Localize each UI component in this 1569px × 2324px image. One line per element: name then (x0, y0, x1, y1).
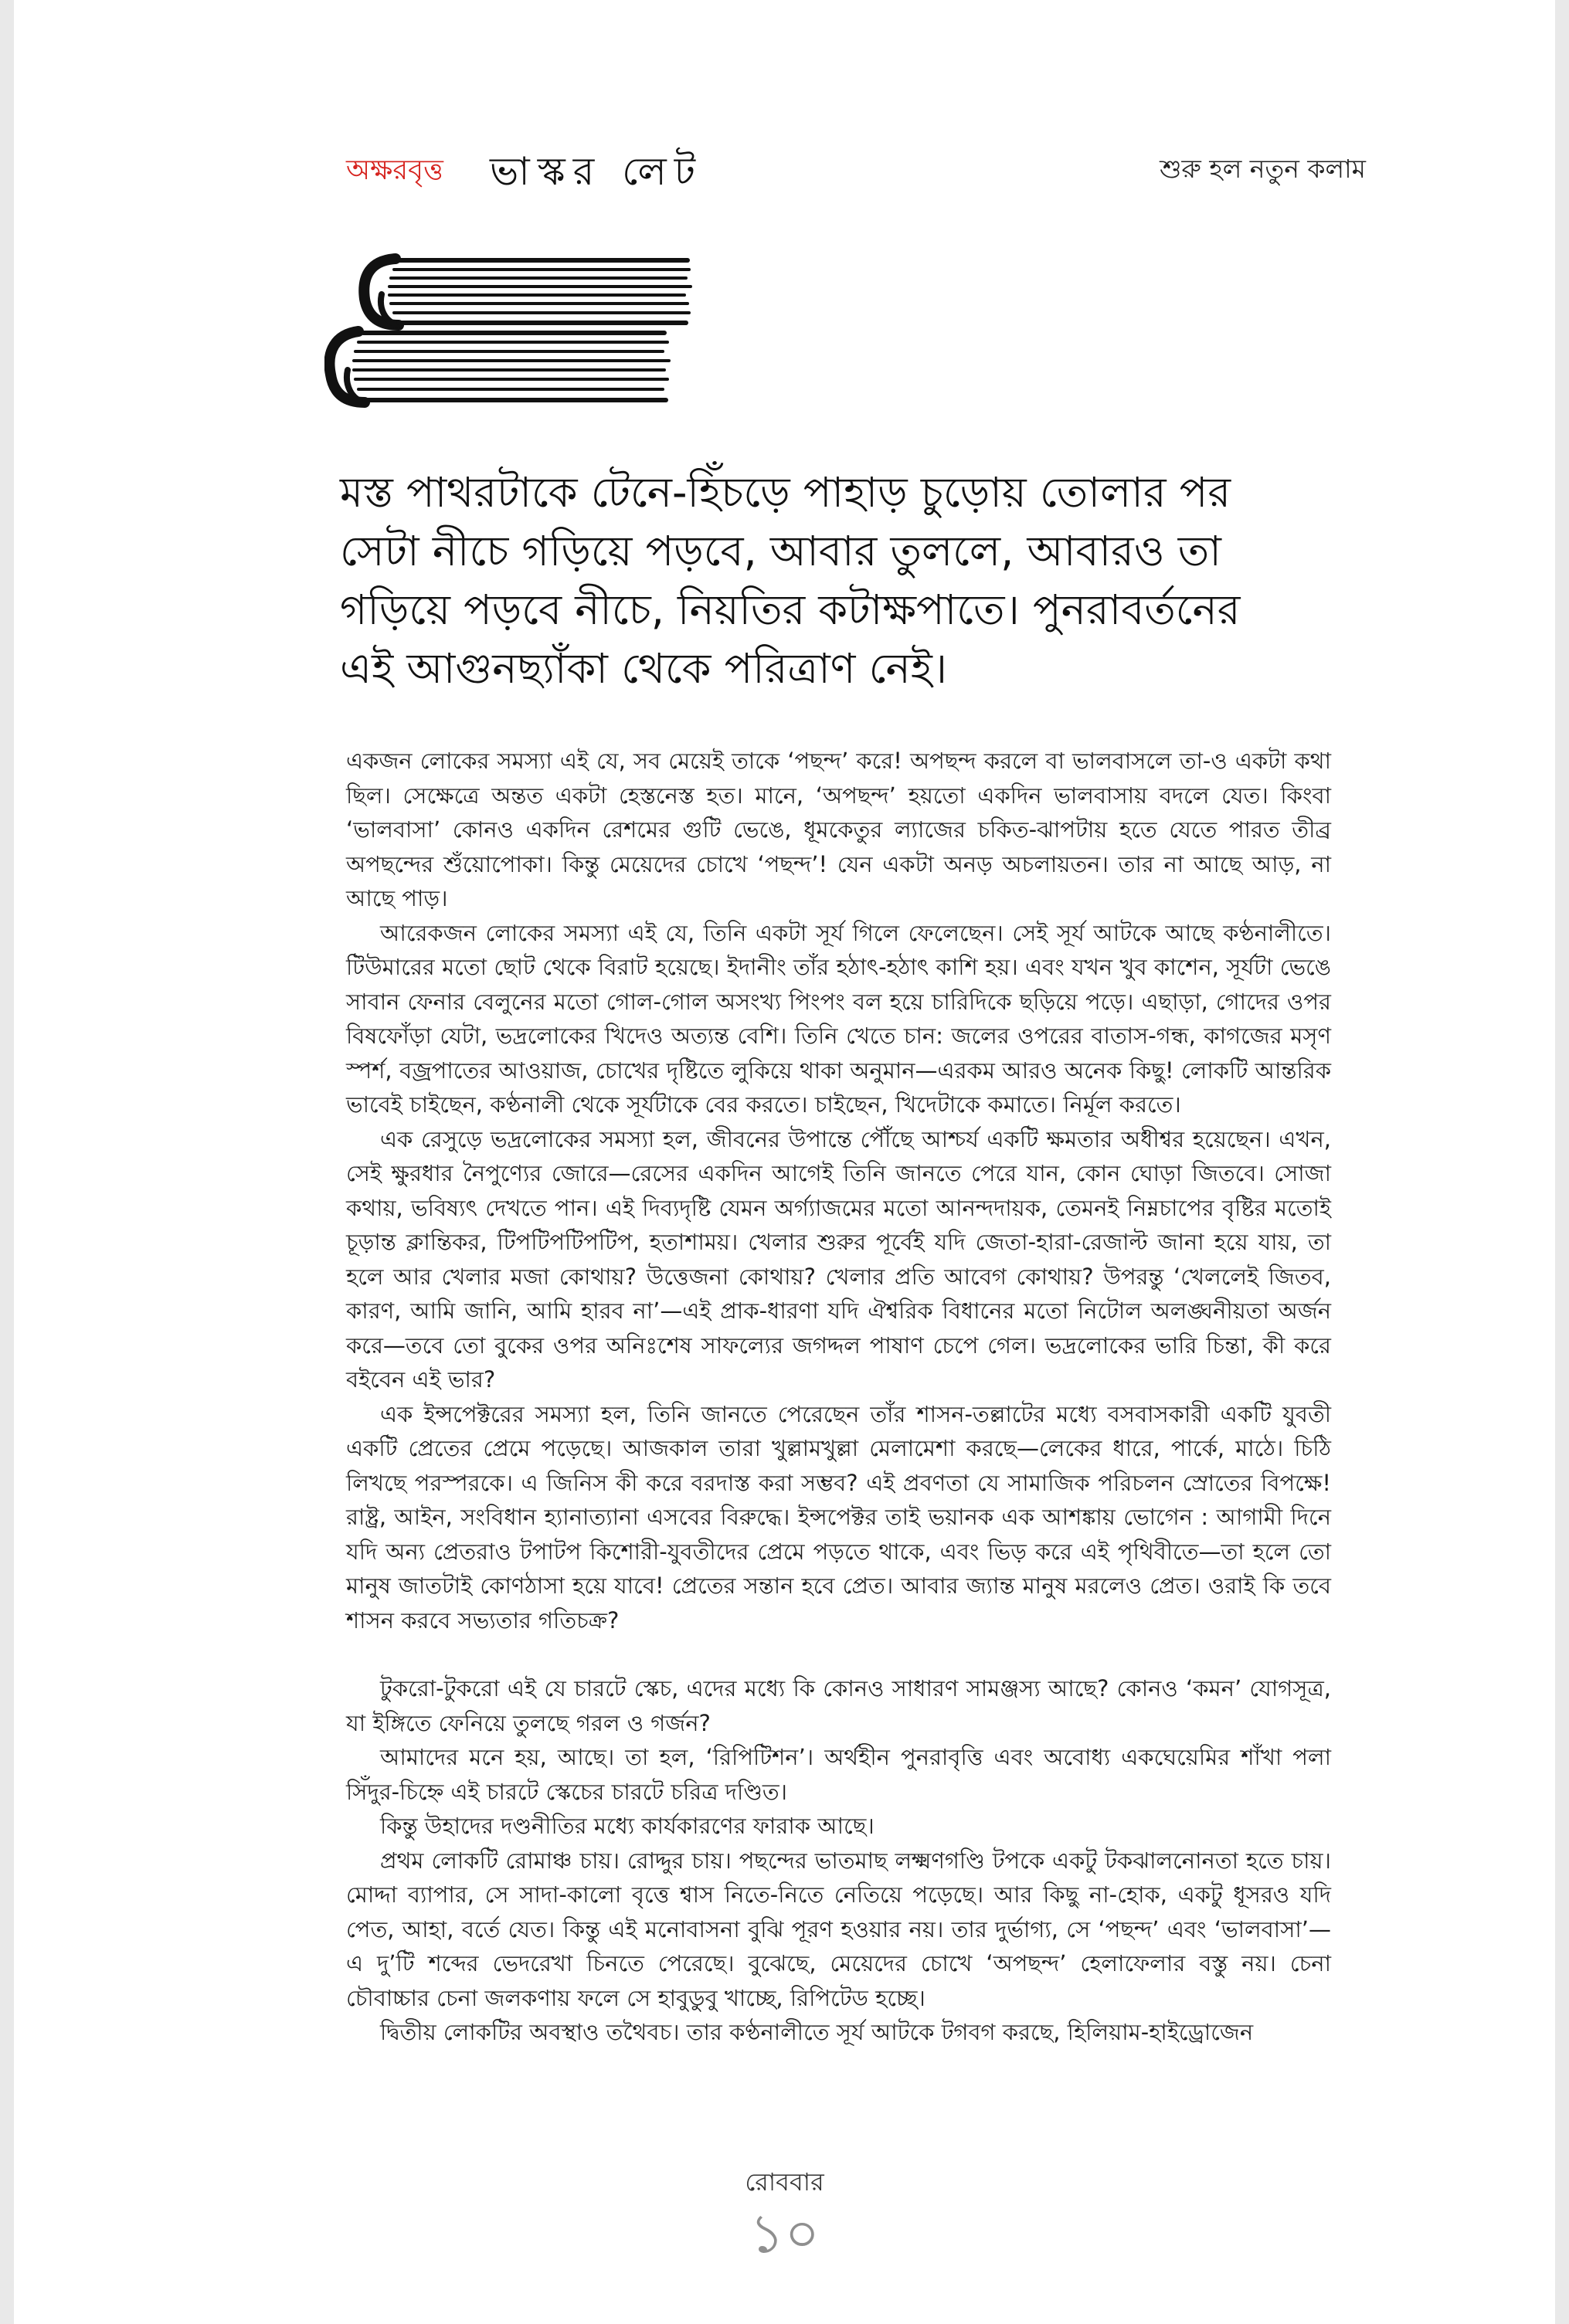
article-paragraph: আরেকজন লোকের সমস্যা এই যে, তিনি একটা সূর্য গিলে ফেলেছেন। সেই সূর্য আটকে আছে কণ্ঠনালীতে। টিউমারের মতো ছোট থেকে বিরাট হয়েছে। ইদানীং তাঁর হঠাৎ-হঠাৎ কাশি হয়। এবং যখন খুব কাশেন, সূর্যটা ভেঙে সাবান ফেনার বেলুনের মতো গোল-গোল অসংখ্য পিংপং বল হয়ে চারিদিকে ছড়িয়ে পড়ে। এছাড়া, গোদের ওপর বিষফোঁড়া যেটা, ভদ্রলোকের খিদেও অত্যন্ত বেশি। তিনি খেতে চান: জলের ওপরের বাতাস-গন্ধ, কাগজের মসৃণ স্পর্শ, বজ্রপাতের আওয়াজ, চোখের দৃষ্টিতে লুকিয়ে থাকা অনুমান—এরকম আরও অনেক কিছু! লোকটি আন্তরিক ভাবেই চাইছেন, কণ্ঠনালী থেকে সূর্যটাকে বের করতে। চাইছেন, খিদেটাকে কমাতে। নির্মূল করতে। (346, 919, 1331, 1118)
article-paragraph: কিন্তু উহাদের দণ্ডনীতির মধ্যে কার্যকারণের ফারাক আছে। (380, 1813, 874, 1839)
author-name: ভাস্কর লেট (490, 149, 703, 194)
article-paragraph: আমাদের মনে হয়, আছে। তা হল, ‘রিপিটিশন’। অর্থহীন পুনরাবৃত্তি এবং অবোধ্য একঘেয়েমির শাঁখা পলা সিঁদুর-চিহ্নে এই চারটে স্কেচের চারটে চরিত্র দণ্ডিত। (346, 1744, 1331, 1805)
stacked-books-icon (324, 251, 703, 436)
section-label: অক্ষরবৃত্ত (346, 154, 443, 186)
page-number: ১০ (749, 2202, 820, 2265)
article-paragraph: দ্বিতীয় লোকটির অবস্থাও তথৈবচ। তার কণ্ঠনালীতে সূর্য আটকে টগবগ করছে, হিলিয়াম-হাইড্রোজেন (380, 2019, 1254, 2045)
page-footer (0, 2163, 1569, 2265)
page-header (346, 143, 1366, 194)
article-paragraph: একজন লোকের সমস্যা এই যে, সব মেয়েই তাকে ‘পছন্দ’ করে! অপছন্দ করলে বা ভালবাসলে তা-ও একটা কথা ছিল। সেক্ষেত্রে অন্তত একটা হেস্তনেস্ত হত। মানে, ‘অপছন্দ’ হয়তো একদিন ভালবাসায় বদলে যেত। কিংবা ‘ভালবাসা’ কোনও একদিন রেশমের গুটি ভেঙে, ধূমকেতুর ল্যাজের চকিত-ঝাপটায় হতে যেতে পারত তীব্র অপছন্দের শুঁয়োপোকা। কিন্তু মেয়েদের চোখে ‘পছন্দ’! যেন একটা অনড় অচলায়তন। তার না আছে আড়, না আছে পাড়। (346, 748, 1331, 911)
pull-quote (340, 463, 1360, 698)
article-body (346, 744, 1331, 2050)
article-paragraph: প্রথম লোকটি রোমাঞ্চ চায়। রোদ্দুর চায়। পছন্দের ভাতমাছ লক্ষ্মণগণ্ডি টপকে একটু টকঝালনোনতা হতে চায়। মোদ্দা ব্যাপার, সে সাদা-কালো বৃত্তে শ্বাস নিতে-নিতে নেতিয়ে পড়েছে। আর কিছু না-হোক, একটু ধূসরও যদি পেত, আহা, বর্তে যেত। কিন্তু এই মনোবাসনা বুঝি পূরণ হওয়ার নয়। তার দুর্ভাগ্য, সে ‘পছন্দ’ এবং ‘ভালবাসা’—এ দু’টি শব্দের ভেদরেখা চিনতে পেরেছে। বুঝেছে, মেয়েদের চোখে ‘অপছন্দ’ হেলাফেলার বস্তু নয়। চেনা চৌবাচ্চার চেনা জলকণায় ফলে সে হাবুডুবু খাচ্ছে, রিপিটেড হচ্ছে। (346, 1847, 1331, 2011)
column-note: শুরু হল নতুন কলাম (1160, 154, 1366, 184)
pull-quote-line: মস্ত পাথরটাকে টেনে-হিঁচড়ে পাহাড় চুড়োয় তোলার পর (340, 468, 1231, 517)
pull-quote-line: গড়িয়ে পড়বে নীচে, নিয়তির কটাক্ষপাতে। পুনরাবর্তনের (340, 585, 1241, 634)
article-paragraph: টুকরো-টুকরো এই যে চারটে স্কেচ, এদের মধ্যে কি কোনও সাধারণ সামঞ্জস্য আছে? কোনও ‘কমন’ যোগসূত্র, যা ইঙ্গিতে ফেনিয়ে তুলছে গরল ও গর্জন? (346, 1675, 1331, 1736)
footer-day: রোববার (745, 2167, 824, 2197)
article-paragraph: এক রেসুড়ে ভদ্রলোকের সমস্যা হল, জীবনের উপান্তে পৌঁছে আশ্চর্য একটি ক্ষমতার অধীশ্বর হয়েছেন। এখন, সেই ক্ষুরধার নৈপুণ্যের জোরে—রেসের একদিন আগেই তিনি জানতে পেরে যান, কোন ঘোড়া জিতবে। সোজা কথায়, ভবিষ্যৎ দেখতে পান। এই দিব্যদৃষ্টি যেমন অর্গ্যাজমের মতো আনন্দদায়ক, তেমনই নিম্নচাপের বৃষ্টির মতোই চূড়ান্ত ক্লান্তিকর, টিপটিপটিপটিপ, হতাশাময়। খেলার শুরুর পূর্বেই যদি জেতা-হারা-রেজাল্ট জানা হয়ে যায়, তা হলে আর খেলার মজা কোথায়? উত্তেজনা কোথায়? খেলার প্রতি আবেগ কোথায়? উপরন্তু ‘খেললেই জিতব, কারণ, আমি জানি, আমি হারব না’—এই প্রাক-ধারণা যদি ঐশ্বরিক বিধানের মতো নিটোল অলঙ্ঘনীয়তা অর্জন করে—তবে তো বুকের ওপর অনিঃশেষ সাফল্যের জগদ্দল পাষাণ চেপে গেল। ভদ্রলোকের ভারি চিন্তা, কী করে বইবেন এই ভার? (346, 1125, 1331, 1393)
paragraph-spacer (346, 1637, 1331, 1671)
pull-quote-line: এই আগুনছ্যাঁকা থেকে পরিত্রাণ নেই। (340, 644, 948, 693)
article-paragraph: এক ইন্সপেক্টরের সমস্যা হল, তিনি জানতে পেরেছেন তাঁর শাসন-তল্লাটের মধ্যে বসবাসকারী একটি যুবতী একটি প্রেতের প্রেমে পড়েছে। আজকাল তারা খুল্লামখুল্লা মেলামেশা করছে—লেকের ধারে, পার্কে, মাঠে। চিঠি লিখছে পরস্পরকে। এ জিনিস কী করে বরদাস্ত করা সম্ভব? এই প্রবণতা যে সামাজিক পরিচলন স্রোতের বিপক্ষে! রাষ্ট্র, আইন, সংবিধান হ্যানাত্যানা এসবের বিরুদ্ধে। ইন্সপেক্টর তাই ভয়ানক এক আশঙ্কায় ভোগেন : আগামী দিনে যদি অন্য প্রেতরাও টপাটপ কিশোরী-যুবতীদের প্রেমে পড়তে থাকে, এবং ভিড় করে এই পৃথিবীতে—তা হলে তো মানুষ জাতটাই কোণঠাসা হয়ে যাবে! প্রেতের সন্তান হবে প্রেত। আবার জ্যান্ত মানুষ মরলেও প্রেত। ওরাই কি তবে শাসন করবে সভ্যতার গতিচক্র? (346, 1400, 1331, 1634)
pull-quote-line: সেটা নীচে গড়িয়ে পড়বে, আবার তুললে, আবারও তা (340, 527, 1221, 575)
